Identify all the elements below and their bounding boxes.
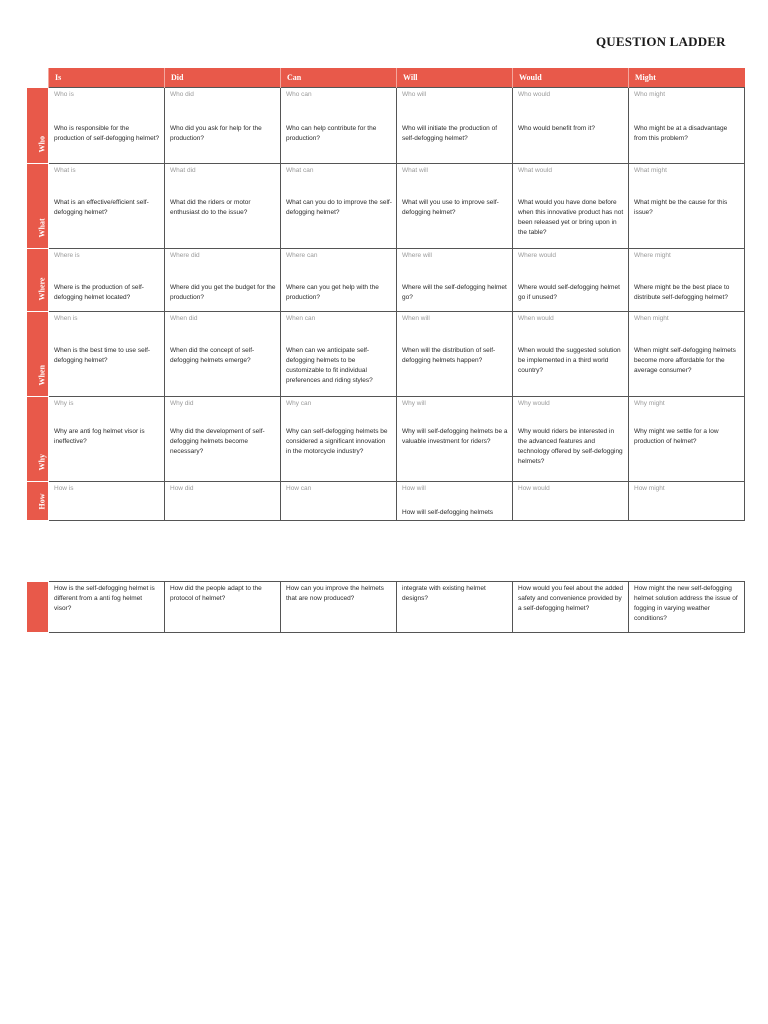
cell-how-is <box>49 482 165 521</box>
question-stem: Where did <box>170 252 200 259</box>
question-text: Where will the self-defogging helmet go? <box>402 284 507 301</box>
cell-who-can <box>281 88 397 164</box>
row-label-when <box>27 312 49 397</box>
question-text: When would the suggested solution be implemented in a third world country? <box>518 347 621 374</box>
question-text: What will you use to improve self-defogging helmet? <box>402 199 499 216</box>
question-stem: Who might <box>634 91 666 98</box>
question-text: Where did you get the budget for the production? <box>170 284 276 301</box>
question-stem: Why did <box>170 400 194 407</box>
cell-what-can <box>281 164 397 249</box>
cell-what-did <box>165 164 281 249</box>
question-text: How is the self-defogging helmet is different from a anti fog helmet visor? <box>54 585 155 612</box>
table-row-where <box>27 249 745 312</box>
cell-where-is <box>49 249 165 312</box>
cell-why-would <box>513 397 629 482</box>
table-row-how <box>27 482 745 521</box>
question-stem: How did <box>170 485 194 492</box>
cell-who-will <box>397 88 513 164</box>
row-label-where <box>27 249 49 312</box>
cell-when-did <box>165 312 281 397</box>
cell-where-will <box>397 249 513 312</box>
question-text: Who can help contribute for the production? <box>286 125 377 142</box>
question-stem: When will <box>402 315 430 322</box>
question-text: When can we anticipate self-defogging helmets to be customizable to fit individual preferences and riding styles? <box>286 347 373 384</box>
cell-how-did <box>165 482 281 521</box>
question-stem: What would <box>518 167 552 174</box>
column-header-did: Did <box>165 68 281 88</box>
question-text: Why did the development of self-defogging helmets become necessary? <box>170 428 265 455</box>
question-text: What would you have done before when this innovative product has not been released yet or bring upon in the table? <box>518 199 624 236</box>
table-row-why <box>27 397 745 482</box>
question-stem: When did <box>170 315 198 322</box>
cell-how-continued-can <box>281 582 397 633</box>
column-header-is: Is <box>49 68 165 88</box>
question-text: Who will initiate the production of self-defogging helmet? <box>402 125 498 142</box>
question-stem: Why would <box>518 400 550 407</box>
cell-how-continued-is <box>49 582 165 633</box>
cell-how-would <box>513 482 629 521</box>
cell-how-continued-might <box>629 582 745 633</box>
question-text: Where is the production of self-defogging helmet located? <box>54 284 144 301</box>
row-label-who <box>27 88 49 164</box>
question-stem: How is <box>54 485 74 492</box>
question-text: When will the distribution of self-defogging helmets happen? <box>402 347 496 364</box>
column-header-can: Can <box>281 68 397 88</box>
row-label-what <box>27 164 49 249</box>
cell-when-can <box>281 312 397 397</box>
table-row-how-continued <box>27 582 745 633</box>
question-stem: Where would <box>518 252 556 259</box>
question-text: When is the best time to use self-defogging helmet? <box>54 347 151 364</box>
question-text: How can you improve the helmets that are now produced? <box>286 585 384 602</box>
question-stem: How might <box>634 485 665 492</box>
question-text: How might the new self-defogging helmet solution address the issue of fogging in varying weather conditions? <box>634 585 738 622</box>
question-text: Why might we settle for a low production of helmet? <box>634 428 719 445</box>
question-text: When did the concept of self-defogging helmets emerge? <box>170 347 255 364</box>
cell-what-might <box>629 164 745 249</box>
column-header-might: Might <box>629 68 745 88</box>
question-text: Who is responsible for the production of self-defogging helmet? <box>54 125 160 142</box>
question-stem: When might <box>634 315 669 322</box>
question-stem: Why might <box>634 400 665 407</box>
header-row <box>27 68 745 88</box>
question-stem: How can <box>286 485 312 492</box>
cell-how-continued-would <box>513 582 629 633</box>
corner-cell <box>27 68 49 88</box>
question-stem: How would <box>518 485 550 492</box>
row-label-text: How <box>37 493 46 510</box>
question-text: How will self-defogging helmets <box>402 509 494 516</box>
question-stem: When would <box>518 315 554 322</box>
question-text: Where would self-defogging helmet go if unused? <box>518 284 620 301</box>
table-row-when <box>27 312 745 397</box>
cell-where-did <box>165 249 281 312</box>
column-header-will: Will <box>397 68 513 88</box>
question-stem: What is <box>54 167 76 174</box>
cell-what-is <box>49 164 165 249</box>
question-stem: Where might <box>634 252 671 259</box>
row-label-text: What <box>37 218 46 238</box>
cell-who-did <box>165 88 281 164</box>
question-stem: Where can <box>286 252 318 259</box>
question-stem: Who will <box>402 91 427 98</box>
cell-what-would <box>513 164 629 249</box>
question-text: integrate with existing helmet designs? <box>402 585 486 602</box>
cell-why-can <box>281 397 397 482</box>
question-stem: What did <box>170 167 196 174</box>
question-stem: What might <box>634 167 667 174</box>
question-text: Why can self-defogging helmets be considered a significant innovation in the motorcycle industry? <box>286 428 388 455</box>
table-row-what <box>27 164 745 249</box>
cell-why-might <box>629 397 745 482</box>
row-label-why <box>27 397 49 482</box>
question-text: What can you do to improve the self-defogging helmet? <box>286 199 392 216</box>
question-text: Why would riders be interested in the advanced features and technology offered by self-defogging helmets? <box>518 428 623 465</box>
cell-how-continued-will <box>397 582 513 633</box>
cell-when-will <box>397 312 513 397</box>
table-row-who <box>27 88 745 164</box>
question-stem: When can <box>286 315 316 322</box>
question-stem: Where is <box>54 252 80 259</box>
question-text: Who might be at a disadvantage from this problem? <box>634 125 728 142</box>
question-text: Where can you get help with the production? <box>286 284 379 301</box>
question-stem: What will <box>402 167 429 174</box>
cell-how-continued-did <box>165 582 281 633</box>
question-text: How would you feel about the added safety and convenience provided by a self-defogging helmet? <box>518 585 624 612</box>
table-body <box>27 88 745 521</box>
cell-when-might <box>629 312 745 397</box>
overflow-table <box>26 581 745 633</box>
question-text: What is an effective/efficient self-defogging helmet? <box>54 199 149 216</box>
question-stem: Who did <box>170 91 194 98</box>
question-text: What did the riders or motor enthusiast do to the issue? <box>170 199 251 216</box>
cell-where-would <box>513 249 629 312</box>
question-stem: When is <box>54 315 78 322</box>
cell-why-did <box>165 397 281 482</box>
question-ladder-table <box>26 68 745 521</box>
row-label-how <box>27 482 49 521</box>
cell-how-will <box>397 482 513 521</box>
question-stem: Who is <box>54 91 74 98</box>
cell-why-will <box>397 397 513 482</box>
question-stem: Why can <box>286 400 312 407</box>
question-text: How did the people adapt to the protocol of helmet? <box>170 585 262 602</box>
page-title: QUESTION LADDER <box>596 34 726 49</box>
row-label-how-continued <box>27 582 49 633</box>
question-text: Why are anti fog helmet visor is ineffective? <box>54 428 145 445</box>
question-stem: How will <box>402 485 426 492</box>
column-header-would: Would <box>513 68 629 88</box>
question-text: Who would benefit from it? <box>518 125 595 132</box>
row-label-text: Why <box>37 454 46 471</box>
cell-who-might <box>629 88 745 164</box>
cell-when-would <box>513 312 629 397</box>
row-label-text: When <box>37 365 46 386</box>
question-stem: Why is <box>54 400 74 407</box>
cell-who-is <box>49 88 165 164</box>
question-text: When might self-defogging helmets become more affordable for the average consumer? <box>634 347 736 374</box>
question-text: Who did you ask for help for the production? <box>170 125 262 142</box>
question-stem: Where will <box>402 252 432 259</box>
cell-where-might <box>629 249 745 312</box>
row-label-text: Who <box>37 136 46 153</box>
question-stem: What can <box>286 167 314 174</box>
question-stem: Who can <box>286 91 312 98</box>
row-label-text: Where <box>37 277 46 301</box>
cell-how-might <box>629 482 745 521</box>
cell-how-can <box>281 482 397 521</box>
cell-when-is <box>49 312 165 397</box>
question-stem: Who would <box>518 91 551 98</box>
question-text: Where might be the best place to distribute self-defogging helmet? <box>634 284 730 301</box>
question-stem: Why will <box>402 400 426 407</box>
cell-where-can <box>281 249 397 312</box>
question-text: Why will self-defogging helmets be a valuable investment for riders? <box>402 428 508 445</box>
question-text: What might be the cause for this issue? <box>634 199 728 216</box>
cell-what-will <box>397 164 513 249</box>
cell-why-is <box>49 397 165 482</box>
cell-who-would <box>513 88 629 164</box>
